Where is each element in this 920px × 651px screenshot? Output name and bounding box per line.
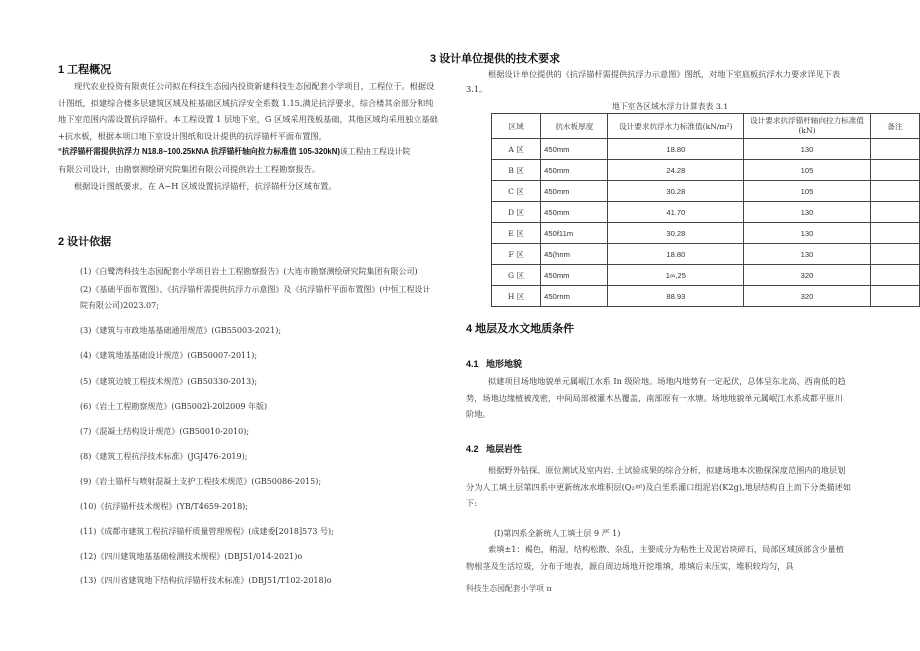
section-4-title: 4 地层及水文地质条件 xyxy=(466,323,575,335)
cell-thickness: 450rnm xyxy=(541,286,608,307)
cell-remark xyxy=(870,223,919,244)
cell-zone: C 区 xyxy=(492,181,541,202)
layer-description xyxy=(466,541,896,574)
paragraph-line: +抗水板，根据本项口地下室设计图纸和设计提供的抗浮锚杆平面布置图， xyxy=(58,130,327,141)
layer-title: (I)第四系全新统人工填土层 9 严 1) xyxy=(494,529,621,538)
cell-zone: B 区 xyxy=(492,160,541,181)
paragraph-line: 物根茎及生活垃圾，分布于地表，源自周边场地开挖堆填，堆填后未压实，堆积较均匀，具 xyxy=(466,560,794,571)
reference-item: (3)《建筑与市政地基基础通用规范》(GB55003-2021); xyxy=(80,326,282,335)
cell-remark xyxy=(870,202,919,223)
cell-remark xyxy=(870,139,919,160)
paragraph-line: 地下室范围内需设置抗浮锚杆。本工程设置 1 层地下室，G 区域采用筏板基础，其他区域均采用独立基础 xyxy=(58,114,438,125)
paragraph-line: 势，场地边缘植被茂密，中间局部被灌木丛覆盖，南部原有一水塘。场地地貌单元属岷江水系成都平原川 xyxy=(466,392,843,403)
table-row xyxy=(492,265,920,286)
col-header-buoyancy: 设计要求抗浮水力标准值(kN/m²) xyxy=(608,114,744,139)
subsection-4-1-body xyxy=(466,373,896,423)
page-footer: 科技生态园配套小学项 π xyxy=(466,584,552,593)
cell-buoyancy: 30.28 xyxy=(608,181,744,202)
cell-zone: G 区 xyxy=(492,265,541,286)
cell-zone: F 区 xyxy=(492,244,541,265)
cell-thickness: 450mm xyxy=(541,181,608,202)
cell-tension: 130 xyxy=(744,202,871,223)
cell-buoyancy: 30.28 xyxy=(608,223,744,244)
paragraph-line: 下: xyxy=(466,498,477,509)
col-header-thickness: 抗水板厚度 xyxy=(541,114,608,139)
reference-item: (13)《四川省建筑地下结构抗浮锚杆技术标准》(DBJ51/T102-2018)o xyxy=(80,576,332,585)
reference-item: (11)《成都市建筑工程抗浮锚杆质量管理规程》(成建委[2018]573 号); xyxy=(80,527,334,536)
paragraph-line: 根据野外钻探、原位测试及室内岩. 土试验成果的综合分析，拟建场地本次勘探深度范围内的地层划 xyxy=(488,465,846,475)
table-header-row xyxy=(492,114,920,139)
col-header-zone: 区域 xyxy=(492,114,541,139)
reference-item: (7)《混凝土结构设计规范》(GB50010-2010); xyxy=(80,427,250,436)
paragraph-line: 阶地。 xyxy=(466,409,491,420)
cell-tension: 105 xyxy=(744,181,871,202)
cell-thickness: 450mm xyxy=(541,202,608,223)
cell-remark xyxy=(870,244,919,265)
col-header-tension: 设计要求抗浮锚杆轴向拉力标准值(kN) xyxy=(744,114,871,139)
cell-thickness: 450f11m xyxy=(541,223,608,244)
cell-buoyancy: 18.80 xyxy=(608,139,744,160)
cell-tension: 105 xyxy=(744,160,871,181)
cell-buoyancy: 1∞,25 xyxy=(608,265,744,286)
cell-tension: 130 xyxy=(744,223,871,244)
table-row xyxy=(492,202,920,223)
cell-tension: 130 xyxy=(744,244,871,265)
cell-remark xyxy=(870,265,919,286)
reference-item xyxy=(80,282,465,314)
section-2-title: 2 设计依据 xyxy=(58,236,112,248)
section-3-intro xyxy=(466,66,886,95)
paragraph-line: 计图纸，拟建综合楼多层建筑区域及桩基础区域抗浮安全系数 1.15,满足抗浮要求，综合楼其余部分和纯 xyxy=(58,97,434,108)
reference-item: (9)《岩土锚杆与喷射混凝土支护工程技术规范》(GB50086-2015); xyxy=(80,477,322,486)
paragraph-line: 3.1。 xyxy=(466,83,488,94)
reference-line: (2)《基础平面布置图》、《抗浮锚杆需提供抗浮力示意图》及《抗浮锚杆平面布置图》(中恒工程设计 xyxy=(80,285,431,294)
cell-buoyancy: 24.28 xyxy=(608,160,744,181)
paragraph-text: 该工程由工程设计院 xyxy=(340,147,411,157)
subsection-4-2-body xyxy=(466,462,896,512)
cell-thickness: 450mm xyxy=(541,265,608,286)
cell-zone: D 区 xyxy=(492,202,541,223)
section-1-title: 1 工程概况 xyxy=(58,64,112,76)
paragraph-line: 现代农业投资有限责任公司拟在科技生态园内投资新建科技生态园配套小学项目，工程位于。根据设 xyxy=(74,81,435,91)
reference-item: (4)《建筑地基基础设计规范》(GB50007-2011); xyxy=(80,351,258,360)
table-row xyxy=(492,244,920,265)
reference-item: (5)《建筑边坡工程技术规范》(GB50330-2013); xyxy=(80,377,258,386)
subsection-4-1-title: 4.1 地形地貌 xyxy=(466,359,523,369)
section-3-title: 3 设计单位提供的技术要求 xyxy=(430,53,561,65)
cell-thickness: 450mm xyxy=(541,160,608,181)
cell-tension: 320 xyxy=(744,265,871,286)
cell-remark xyxy=(870,160,919,181)
paragraph-line: 根据设计单位提供的《抗浮锚杆需提供抗浮力示意图》图纸，对地下室底板抗浮水力要求详见下表 xyxy=(488,69,841,79)
cell-zone: A 区 xyxy=(492,139,541,160)
table-row xyxy=(492,160,920,181)
subsection-4-2-title: 4.2 地层岩性 xyxy=(466,444,523,454)
anchor-force-spec: “抗浮锚杆需提供抗浮力 N18.8~100.25kN\A 抗浮锚杆轴向拉力标准值 105-320kN) xyxy=(58,147,340,157)
cell-thickness: 450mm xyxy=(541,139,608,160)
paragraph-line: 根据设计图纸要求，在 A~H 区域设置抗浮锚杆，抗浮锚杆分区域布置。 xyxy=(74,180,337,191)
col-header-remark: 备注 xyxy=(870,114,919,139)
paragraph-line: 有限公司设计，由勘察测绘研究院集团有限公司提供岩土工程勘察报告。 xyxy=(58,163,321,174)
table-row xyxy=(492,223,920,244)
cell-thickness: 45(hnm xyxy=(541,244,608,265)
paragraph-line xyxy=(58,144,458,161)
reference-item: (10)《抗浮锚杆技术规程》(YB/T4659-2018); xyxy=(80,502,248,511)
reference-item: (8)《建筑工程抗浮技术标准》(JGJ476-2019); xyxy=(80,452,248,461)
paragraph-line: 索填±1：褐色，稍湿，结构松散、杂乱，主要成分为粘性土及泥岩块碎石，局部区域顶部含少量植 xyxy=(488,544,844,554)
paragraph-line: 拟建项目场地地貌单元属岷江水系 In 级阶地。场地内地势有一定起伏，总体呈东北高、西南低的趋 xyxy=(488,376,846,386)
buoyancy-table xyxy=(491,113,920,307)
cell-remark xyxy=(870,286,919,307)
table-row xyxy=(492,286,920,307)
cell-remark xyxy=(870,181,919,202)
table-caption: 地下室各区域水浮力计算表表 3.1 xyxy=(612,102,729,111)
cell-buoyancy: 41.70 xyxy=(608,202,744,223)
cell-zone: E 区 xyxy=(492,223,541,244)
reference-item: (1)《白鹭湾科技生态园配套小学项目岩土工程勘察报告》(大连市勘察测绘研究院集团有限公司) xyxy=(80,267,418,276)
reference-line: 院有限公司)2023.07; xyxy=(80,301,159,310)
cell-buoyancy: 88.93 xyxy=(608,286,744,307)
reference-item: (12)《四川建筑地基基础检测技术规程》(DBJ51/014-2021)o xyxy=(80,552,303,561)
cell-tension: 320 xyxy=(744,286,871,307)
cell-tension: 130 xyxy=(744,139,871,160)
table-row xyxy=(492,181,920,202)
cell-buoyancy: 18.80 xyxy=(608,244,744,265)
section-1-body xyxy=(58,78,458,194)
cell-zone: H 区 xyxy=(492,286,541,307)
table-row xyxy=(492,139,920,160)
reference-item: (6)《岩土工程勘察规范》(GB5002l-20l2009 年版) xyxy=(80,402,268,411)
paragraph-line: 分为人工填土层第四系中更新统冰水堆积层(Q₂ʲᵍˡ)及白垩系灌口组泥岩(K2g),地层结构自上而下分类描述如 xyxy=(466,481,852,492)
